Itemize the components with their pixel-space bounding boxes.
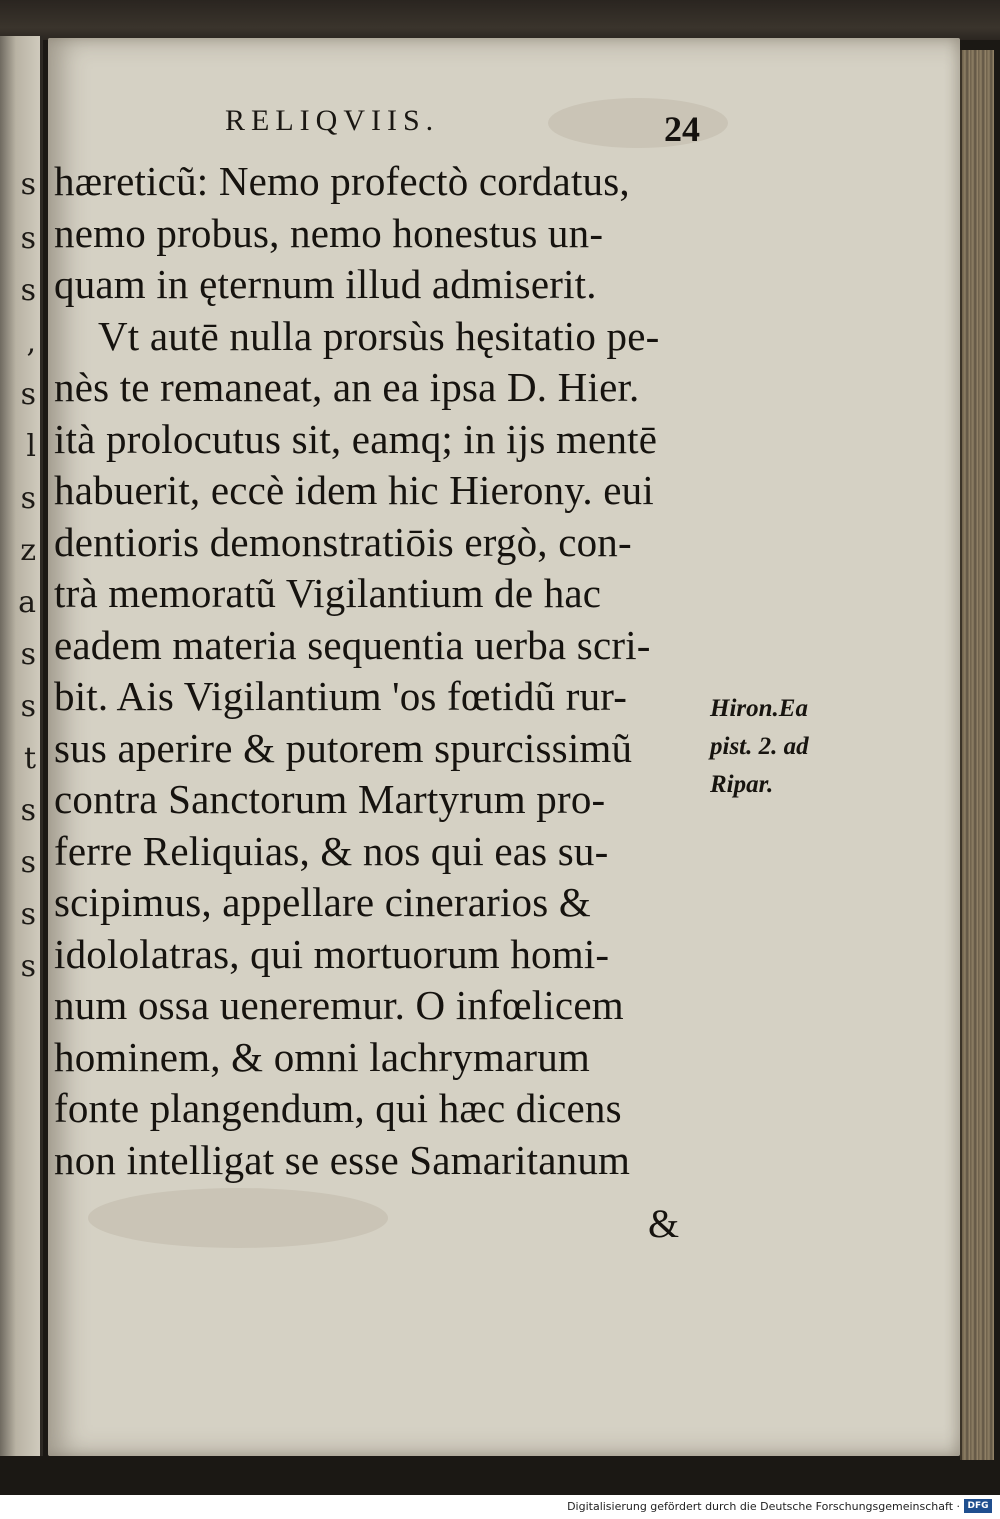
text-line: scipimus, appellare cinerarios & — [54, 879, 591, 925]
body-text — [54, 156, 714, 1186]
paper-stain — [548, 98, 728, 148]
paper-stain — [88, 1188, 388, 1248]
previous-page-fragment: a — [18, 585, 36, 620]
dfg-logo-icon: DFG — [964, 1499, 992, 1513]
previous-page-fragment: s — [20, 845, 36, 880]
text-line: Vt autē nulla prorsùs hęsitatio pe- — [98, 312, 660, 359]
page-number: 24 — [664, 109, 700, 149]
text-line: habuerit, eccè idem hic Hierony. eui — [54, 467, 654, 513]
catchword: & — [648, 1201, 680, 1246]
previous-page-fragment: s — [20, 377, 36, 412]
text-line: non intelligat se esse Samaritanum — [54, 1136, 631, 1183]
text-line: idololatras, qui mortuorum homi- — [54, 930, 610, 977]
text-line: ità prolocutus sit, eamq; in ijs mentē — [54, 415, 658, 462]
text-line: eadem materia sequentia uerba scri- — [54, 621, 651, 668]
page-block-edge — [960, 50, 994, 1460]
previous-page-fragment: t — [23, 741, 36, 776]
text-line: sus aperire & putorem spurcissimũ — [54, 724, 633, 771]
text-line: nès te remaneat, an ea ipsa D. Hier. — [54, 364, 640, 410]
running-head: RELIQVIIS. — [225, 104, 440, 137]
book-cover-top — [0, 0, 1000, 40]
text-line: ferre Reliquias, & nos qui eas su- — [54, 827, 609, 874]
previous-page-fragment: l — [26, 429, 36, 464]
text-line: hæreticũ: Nemo profectò cordatus, — [54, 158, 630, 204]
margin-note-line: Ripar. — [710, 771, 774, 798]
margin-note — [710, 690, 850, 804]
margin-note-line: pist. 2. ad — [710, 733, 809, 760]
text-line: dentioris demonstratiōis ergò, con- — [54, 518, 632, 565]
text-line: nemo probus, nemo honestus un- — [54, 209, 604, 256]
text-line: bit. Ais Vigilantium 'os fœtidũ rur- — [54, 673, 628, 719]
text-line: trà memoratũ Vigilantium de hac — [54, 570, 602, 616]
text-line: contra Sanctorum Martyrum pro- — [54, 776, 606, 822]
previous-page-fragment: s — [20, 637, 36, 672]
previous-page-edge — [0, 36, 43, 1456]
previous-page-fragment: s — [20, 897, 36, 932]
margin-note-line: Hiron.Ea — [710, 695, 808, 722]
text-line: hominem, & omni lachrymarum — [54, 1033, 591, 1080]
previous-page-fragment: , — [26, 325, 36, 360]
previous-page-fragment: z — [20, 533, 36, 568]
text-line: fonte plangendum, qui hæc dicens — [54, 1085, 622, 1131]
previous-page-fragment: s — [20, 481, 36, 516]
previous-page-fragment: s — [20, 273, 36, 308]
previous-page-fragment: s — [20, 793, 36, 828]
previous-page-fragment: s — [20, 689, 36, 724]
text-line: num ossa ueneremur. O infœlicem — [54, 982, 624, 1028]
text-line: quam in ęternum illud admiserit. — [54, 261, 597, 307]
previous-page-fragment: s — [20, 167, 36, 202]
previous-page-fragment: s — [20, 221, 36, 256]
previous-page-fragment: s — [20, 949, 36, 984]
digitization-credit: Digitalisierung gefördert durch die Deutsche Forschungsgemeinschaft · — [567, 1500, 960, 1513]
